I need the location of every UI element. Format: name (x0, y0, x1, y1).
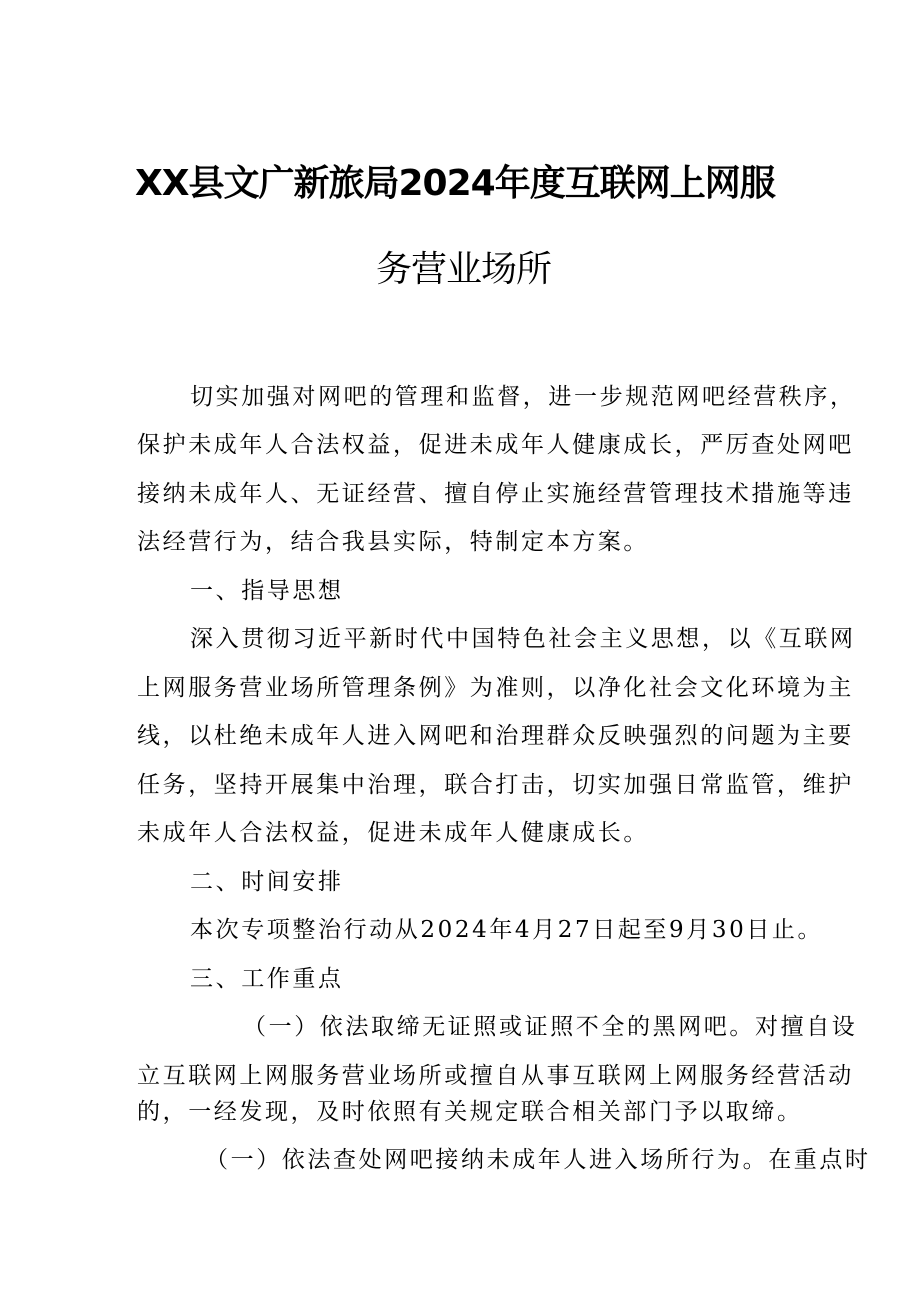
paragraph-line: 深入贯彻习近平新时代中国特色社会主义思想，以《互联网 (190, 626, 856, 652)
document-title-line-2: 务营业场所 (376, 249, 552, 290)
paragraph-line: 切实加强对网吧的管理和监督，进一步规范网吧经营秩序， (190, 384, 856, 410)
paragraph-line: 接纳未成年人、无证经营、擅自停止实施经营管理技术措施等违 (137, 481, 854, 507)
paragraph-line: 未成年人合法权益，促进未成年人健康成长。 (137, 820, 649, 846)
section-heading: 二、时间安排 (190, 869, 344, 895)
paragraph-line: 立互联网上网服务营业场所或擅自从事互联网上网服务经营活动 (137, 1063, 854, 1089)
section-heading: 三、工作重点 (190, 966, 344, 992)
paragraph-line: 任务，坚持开展集中治理，联合打击，切实加强日常监管，维护 (137, 772, 854, 798)
paragraph-line: 法经营行为，结合我县实际，特制定本方案。 (137, 529, 649, 555)
paragraph-line: 的，一经发现，及时依照有关规定联合相关部门予以取缔。 (137, 1099, 803, 1125)
paragraph-line: 线，以杜绝未成年人进入网吧和治理群众反映强烈的问题为主要 (137, 723, 854, 749)
paragraph-line: （一）依法查处网吧接纳未成年人进入场所行为。在重点时 (205, 1147, 871, 1173)
paragraph-line: 保护未成年人合法权益，促进未成年人健康成长，严厉查处网吧 (137, 432, 854, 458)
paragraph-line: （一）依法取缔无证照或证照不全的黑网吧。对擅自设 (243, 1014, 858, 1040)
paragraph-line: 上网服务营业场所管理条例》为准则，以净化社会文化环境为主 (137, 675, 854, 701)
document-title-line-1: XX县文广新旅局2024年度互联网上网服 (135, 163, 775, 204)
paragraph-line: 本次专项整治行动从2024年4月27日起至9月30日止。 (190, 917, 824, 943)
section-heading: 一、指导思想 (190, 578, 344, 604)
